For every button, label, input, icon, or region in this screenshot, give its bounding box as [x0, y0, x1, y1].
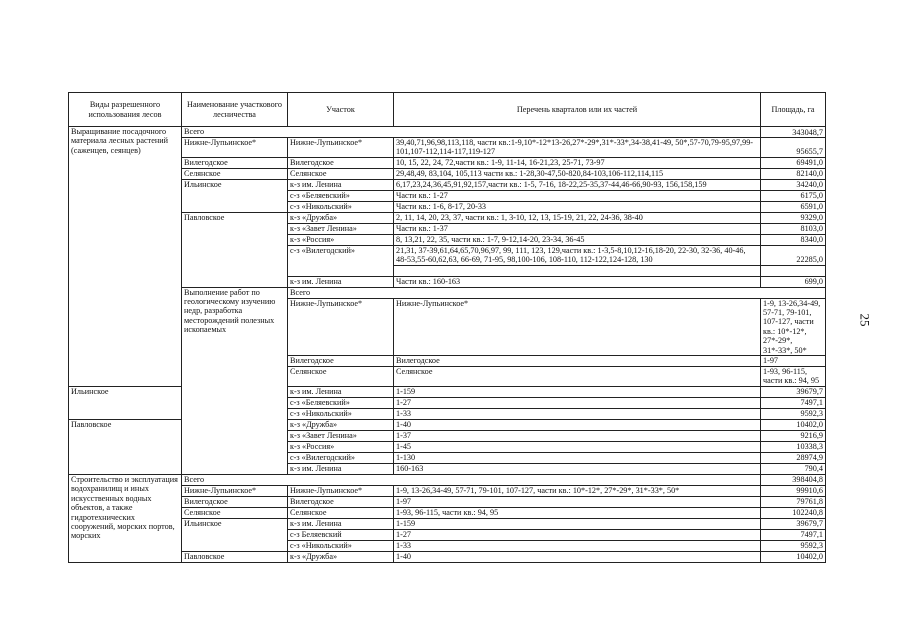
table-cell: Селянское: [394, 367, 761, 387]
area-cell: 34240,0: [761, 179, 826, 190]
table-cell: к-з им. Ленина: [288, 518, 394, 529]
area-cell: 398404,8: [761, 474, 826, 485]
table-cell: Вилегодское: [182, 157, 288, 168]
table-cell: Строительство и эксплуатация водохранилищ и иных искусственных водных объектов, а также гидротехнических сооружений, морских портов, морских: [69, 474, 182, 562]
table-cell: 1-40: [394, 419, 761, 430]
table-cell: Нижне-Лупьинское*: [288, 298, 394, 355]
table-cell: 1-37: [394, 430, 761, 441]
table-cell: [394, 265, 761, 276]
area-cell: [761, 265, 826, 276]
area-cell: 39679,7: [761, 518, 826, 529]
table-cell: Всего: [182, 474, 761, 485]
table-cell: Селянское: [288, 507, 394, 518]
table-cell: Селянское: [182, 507, 288, 518]
table-cell: к-з им. Ленина: [288, 463, 394, 474]
table-cell: 1-97: [761, 356, 826, 367]
table-cell: Части кв.: 1-6, 8-17, 20-33: [394, 201, 761, 212]
table-cell: Вилегодское: [394, 356, 761, 367]
area-cell: 82140,0: [761, 168, 826, 179]
table-cell: Нижне-Лупьинское*: [288, 138, 394, 158]
table-cell: Вилегодское: [288, 157, 394, 168]
table-row: [69, 507, 826, 518]
table-cell: 2, 11, 14, 20, 23, 37, части кв.: 1, 3-10, 12, 13, 15-19, 21, 22, 24-36, 38-40: [394, 212, 761, 223]
area-cell: 6175,0: [761, 190, 826, 201]
table-cell: 39,40,71,96,98,113,118, части кв.:1-9,10*-12*13-26,27*-29*,31*-33*,34-38,41-49, 50*,57-70,79-95,97,99-101,107-112,114-117,119-127: [394, 138, 761, 158]
table-cell: 160-163: [394, 463, 761, 474]
area-cell: 79761,8: [761, 496, 826, 507]
table-cell: с-з «Беляевский»: [288, 397, 394, 408]
table-cell: с-з «Вилегодский»: [288, 452, 394, 463]
table-cell: 29,48,49, 83,104, 105,113 части кв.: 1-28,30-47,50-820,84-103,106-112,114,115: [394, 168, 761, 179]
table-row: [69, 496, 826, 507]
table-row: [69, 157, 826, 168]
table-cell: Павловское: [182, 551, 288, 562]
table-cell: Вилегодское: [288, 356, 394, 367]
table-cell: к-з им. Ленина: [288, 276, 394, 287]
header-plot: Участок: [288, 93, 394, 127]
table-cell: к-з «Дружба»: [288, 212, 394, 223]
table-cell: с-з «Беляевский»: [288, 190, 394, 201]
table-cell: к-з «Россия»: [288, 234, 394, 245]
table-cell: к-з «Завет Ленина»: [288, 223, 394, 234]
page-number: 25: [857, 313, 873, 327]
area-cell: 99910,6: [761, 485, 826, 496]
area-cell: 69491,0: [761, 157, 826, 168]
area-cell: 9216,9: [761, 430, 826, 441]
area-cell: 6591,0: [761, 201, 826, 212]
table-cell: 1-45: [394, 441, 761, 452]
area-cell: 39679,7: [761, 386, 826, 397]
table-cell: Ильинское: [69, 386, 182, 419]
table-header-row: [69, 93, 826, 127]
header-quarters: Перечень кварталов или их частей: [394, 93, 761, 127]
table-cell: Части кв.: 160-163: [394, 276, 761, 287]
table-cell: Выращивание посадочного материала лесных растений (саженцев, сеянцев): [69, 127, 182, 387]
table-cell: 1-33: [394, 540, 761, 551]
table-cell: Всего: [182, 127, 761, 138]
table-cell: 1-33: [394, 408, 761, 419]
table-cell: 1-159: [394, 518, 761, 529]
area-cell: 10338,3: [761, 441, 826, 452]
table-cell: Селянское: [182, 168, 288, 179]
table-cell: 1-159: [394, 386, 761, 397]
table-row: [69, 212, 826, 223]
table-cell: с-з «Никольский»: [288, 201, 394, 212]
table-cell: Вилегодское: [288, 496, 394, 507]
table-cell: Нижне-Лупьинское*: [288, 485, 394, 496]
table-cell: к-з «Дружба»: [288, 419, 394, 430]
table-cell: Ильинское: [182, 518, 288, 551]
header-area: Площадь, га: [761, 93, 826, 127]
area-cell: 9329,0: [761, 212, 826, 223]
table-cell: Части кв.: 1-37: [394, 223, 761, 234]
area-cell: 7497,1: [761, 397, 826, 408]
table-cell: 1-9, 13-26,34-49, 57-71, 79-101, 107-127, части кв.: 10*-12*, 27*-29*, 31*-33*, 50*: [761, 298, 826, 355]
table-cell: 21,31, 37-39,61,64,65,70,96,97, 99, 111, 123, 129,части кв.: 1-3,5-8,10,12-16,18-20, 22-30, 32-36, 40-46, 48-53,55-60,62,63, 66-69, 71-95, 98,100-106, 108-110, 112-122,124-128, 130: [394, 245, 761, 265]
table-cell: 1-40: [394, 551, 761, 562]
table-cell: Павловское: [69, 419, 182, 474]
table-cell: Селянское: [288, 367, 394, 387]
table-cell: 6,17,23,24,36,45,91,92,157,части кв.: 1-5, 7-16, 18-22,25-35,37-44,46-66,90-93, 156,158,159: [394, 179, 761, 190]
area-cell: 7497,1: [761, 529, 826, 540]
table-cell: Нижне-Лупьинское*: [182, 138, 288, 158]
area-cell: 8103,0: [761, 223, 826, 234]
table-cell: Ильинское: [182, 179, 288, 212]
area-cell: 28974,9: [761, 452, 826, 463]
table-cell: Нижне-Лупьинское*: [182, 485, 288, 496]
table-cell: Павловское: [182, 212, 288, 287]
table-body: [69, 127, 826, 563]
table-cell: с-з «Вилегодский»: [288, 245, 394, 276]
area-cell: 102240,8: [761, 507, 826, 518]
table-cell: Выполнение работ по геологическому изучению недр, разработка месторождений полезных ископаемых: [182, 287, 288, 474]
area-cell: 22285,0: [761, 245, 826, 265]
area-cell: 9592,3: [761, 408, 826, 419]
forest-use-table: [68, 92, 826, 563]
table-cell: к-з «Завет Ленина»: [288, 430, 394, 441]
area-cell: 8340,0: [761, 234, 826, 245]
header-use-type: Виды разрешенного использования лесов: [69, 93, 182, 127]
table-row: [69, 551, 826, 562]
table-cell: 1-27: [394, 529, 761, 540]
table-cell: 1-9, 13-26,34-49, 57-71, 79-101, 107-127, части кв.: 10*-12*, 27*-29*, 31*-33*, 50*: [394, 485, 761, 496]
table-cell: с-з «Никольский»: [288, 540, 394, 551]
table-row: [69, 485, 826, 496]
area-cell: 343048,7: [761, 127, 826, 138]
area-cell: 9592,3: [761, 540, 826, 551]
table-cell: с-з Беляевский: [288, 529, 394, 540]
table-cell: 1-93, 96-115, части кв.: 94, 95: [394, 507, 761, 518]
header-forestry: Наименование участкового лесничества: [182, 93, 288, 127]
table-cell: 1-93, 96-115, части кв.: 94, 95: [761, 367, 826, 387]
table-cell: 1-97: [394, 496, 761, 507]
table-cell: 8, 13,21, 22, 35, части кв.: 1-7, 9-12,14-20, 23-34, 36-45: [394, 234, 761, 245]
table-cell: Нижне-Лупьинское*: [394, 298, 761, 355]
table-row: [69, 518, 826, 529]
table-cell: 1-27: [394, 397, 761, 408]
table-row: [69, 127, 826, 138]
table-cell: Всего: [288, 287, 826, 298]
table-cell: к-з им. Ленина: [288, 386, 394, 397]
area-cell: 10402,0: [761, 419, 826, 430]
table-cell: Селянское: [288, 168, 394, 179]
table-cell: 1-130: [394, 452, 761, 463]
table-row: [69, 287, 826, 298]
table-cell: Вилегодское: [182, 496, 288, 507]
table-cell: с-з «Никольский»: [288, 408, 394, 419]
table-cell: к-з «Россия»: [288, 441, 394, 452]
table-row: [69, 168, 826, 179]
area-cell: 10402,0: [761, 551, 826, 562]
table-row: [69, 474, 826, 485]
table-cell: Части кв.: 1-27: [394, 190, 761, 201]
area-cell: 699,0: [761, 276, 826, 287]
table-cell: к-з им. Ленина: [288, 179, 394, 190]
area-cell: 790,4: [761, 463, 826, 474]
table-row: [69, 179, 826, 190]
table-cell: 10, 15, 22, 24, 72,части кв.: 1-9, 11-14, 16-21,23, 25-71, 73-97: [394, 157, 761, 168]
table-cell: к-з «Дружба»: [288, 551, 394, 562]
table-row: [69, 138, 826, 158]
area-cell: 95655,7: [761, 138, 826, 158]
